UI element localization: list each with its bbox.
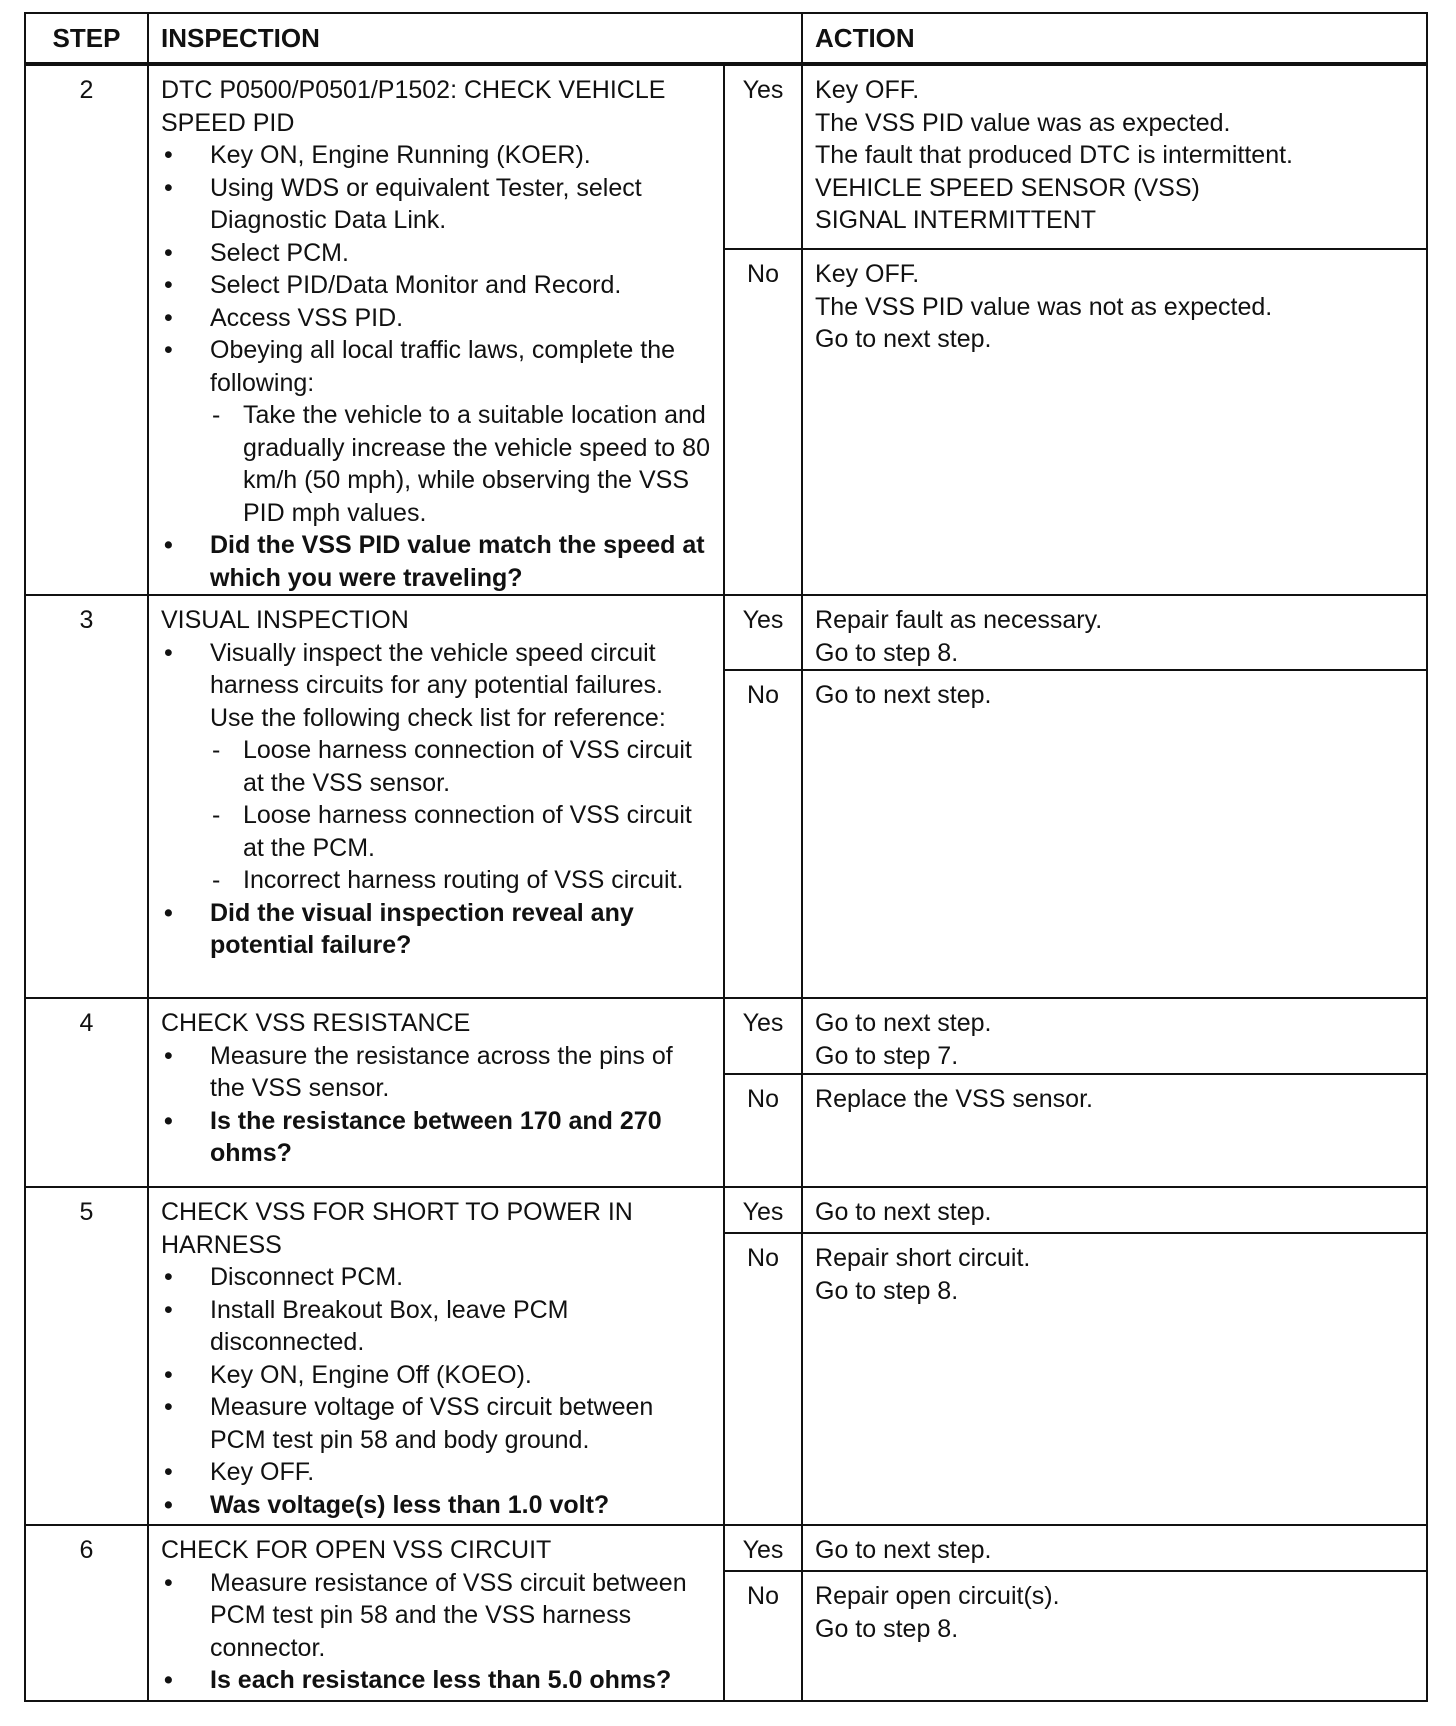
yes-label: Yes xyxy=(724,64,802,249)
action-line: Repair open circuit(s). xyxy=(815,1582,1060,1610)
step-number: 5 xyxy=(25,1187,148,1525)
inspection-cell xyxy=(148,64,724,595)
header-row xyxy=(25,13,1427,64)
step-row xyxy=(25,998,1427,1074)
step-title: CHECK VSS FOR SHORT TO POWER IN HARNESS xyxy=(161,1198,633,1259)
sub-list xyxy=(210,734,711,897)
action-line: The fault that produced DTC is intermittent. xyxy=(815,141,1294,169)
no-action xyxy=(802,1571,1427,1701)
inspection-cell xyxy=(148,595,724,998)
bullet-item: • Measure resistance of VSS circuit between PCM test pin 58 and the VSS harness connector. xyxy=(161,1567,711,1665)
action-line: Go to step 8. xyxy=(815,1276,959,1305)
bullet-text: Visually inspect the vehicle speed circuit harness circuits for any potential failures. Use the following check list for reference: xyxy=(210,638,666,732)
bullet-item: • Key ON, Engine Running (KOER). xyxy=(161,139,711,172)
action-line: Go to next step. xyxy=(815,1009,992,1037)
question: • Did the visual inspection reveal any potential failure? xyxy=(161,897,711,962)
no-label: No xyxy=(724,670,802,998)
bullet-list xyxy=(161,139,711,594)
bullet-item: • Measure voltage of VSS circuit between PCM test pin 58 and body ground. xyxy=(161,1391,711,1456)
bullet-item: • Select PCM. xyxy=(161,237,711,270)
bullet-item: • Using WDS or equivalent Tester, select Diagnostic Data Link. xyxy=(161,172,711,237)
yes-action xyxy=(802,1525,1427,1571)
bullet-list xyxy=(161,1567,711,1697)
no-action xyxy=(802,1074,1427,1187)
sub-item: - Take the vehicle to a suitable location and gradually increase the vehicle speed to 80 km/h (50 mph), while observing the VSS PID mph values. xyxy=(210,399,711,529)
bullet-text: Obeying all local traffic laws, complete the following: xyxy=(210,336,676,397)
bullet-item: • Install Breakout Box, leave PCM disconnected. xyxy=(161,1294,711,1359)
action-line: Replace the VSS sensor. xyxy=(815,1085,1093,1113)
step-number: 6 xyxy=(25,1525,148,1701)
no-action xyxy=(802,670,1427,998)
header-inspection: INSPECTION xyxy=(148,13,802,64)
action-line: Go to next step. xyxy=(815,1536,992,1564)
action-line: SIGNAL INTERMITTENT xyxy=(815,206,1097,234)
inspection-cell xyxy=(148,1525,724,1701)
no-label: No xyxy=(724,1233,802,1525)
action-line: VEHICLE SPEED SENSOR (VSS) xyxy=(815,173,1200,202)
question: • Did the VSS PID value match the speed at which you were traveling? xyxy=(161,529,711,594)
action-line: Repair fault as necessary. xyxy=(815,606,1103,634)
bullet-item-with-sublist xyxy=(161,637,711,897)
sub-item: - Incorrect harness routing of VSS circuit. xyxy=(210,864,711,897)
sub-item: - Loose harness connection of VSS circuit at the PCM. xyxy=(210,799,711,864)
bullet-item-with-sublist xyxy=(161,334,711,529)
inspection-cell xyxy=(148,1187,724,1525)
action-line: Repair short circuit. xyxy=(815,1244,1031,1272)
step-title: CHECK VSS RESISTANCE xyxy=(161,1009,471,1037)
no-label: No xyxy=(724,1074,802,1187)
question: • Was voltage(s) less than 1.0 volt? xyxy=(161,1489,711,1522)
bullet-item: • Measure the resistance across the pins of the VSS sensor. xyxy=(161,1040,711,1105)
action-line: Go to next step. xyxy=(815,681,992,709)
bullet-item: • Key OFF. xyxy=(161,1456,711,1489)
step-title: VISUAL INSPECTION xyxy=(161,606,409,634)
inspection-cell xyxy=(148,998,724,1187)
yes-action xyxy=(802,1187,1427,1233)
no-label: No xyxy=(724,249,802,595)
action-line: Go to step 7. xyxy=(815,1041,959,1070)
step-number: 3 xyxy=(25,595,148,998)
question: • Is each resistance less than 5.0 ohms? xyxy=(161,1664,711,1697)
bullet-item: • Access VSS PID. xyxy=(161,302,711,335)
sub-item: - Loose harness connection of VSS circuit at the VSS sensor. xyxy=(210,734,711,799)
bullet-item: • Disconnect PCM. xyxy=(161,1261,711,1294)
yes-action xyxy=(802,64,1427,249)
bullet-item: • Select PID/Data Monitor and Record. xyxy=(161,269,711,302)
step-number: 2 xyxy=(25,64,148,595)
header-step: STEP xyxy=(25,13,148,64)
action-line: Go to next step. xyxy=(815,1198,992,1226)
yes-label: Yes xyxy=(724,998,802,1074)
bullet-list xyxy=(161,637,711,962)
yes-action xyxy=(802,595,1427,670)
step-row xyxy=(25,595,1427,670)
action-line: Key OFF. xyxy=(815,260,920,289)
yes-label: Yes xyxy=(724,595,802,670)
sub-list xyxy=(210,399,711,529)
no-action xyxy=(802,249,1427,595)
step-row xyxy=(25,64,1427,249)
step-title: DTC P0500/P0501/P1502: CHECK VEHICLE SPEED PID xyxy=(161,76,666,137)
action-line: The VSS PID value was as expected. xyxy=(815,108,1231,137)
step-row xyxy=(25,1187,1427,1233)
yes-label: Yes xyxy=(724,1525,802,1571)
action-line: The VSS PID value was not as expected. xyxy=(815,292,1273,321)
action-line: Go to step 8. xyxy=(815,1614,959,1643)
bullet-list xyxy=(161,1261,711,1521)
step-number: 4 xyxy=(25,998,148,1187)
step-row xyxy=(25,1525,1427,1571)
diagnostic-table xyxy=(24,12,1428,1702)
no-label: No xyxy=(724,1571,802,1701)
bullet-list xyxy=(161,1040,711,1170)
action-line: Go to step 8. xyxy=(815,638,959,667)
action-line: Key OFF. xyxy=(815,76,920,104)
step-title: CHECK FOR OPEN VSS CIRCUIT xyxy=(161,1536,552,1564)
yes-label: Yes xyxy=(724,1187,802,1233)
action-line: Go to next step. xyxy=(815,325,992,354)
bullet-item: • Key ON, Engine Off (KOEO). xyxy=(161,1359,711,1392)
yes-action xyxy=(802,998,1427,1074)
question: • Is the resistance between 170 and 270 ohms? xyxy=(161,1105,711,1170)
no-action xyxy=(802,1233,1427,1525)
header-action: ACTION xyxy=(802,13,1427,64)
